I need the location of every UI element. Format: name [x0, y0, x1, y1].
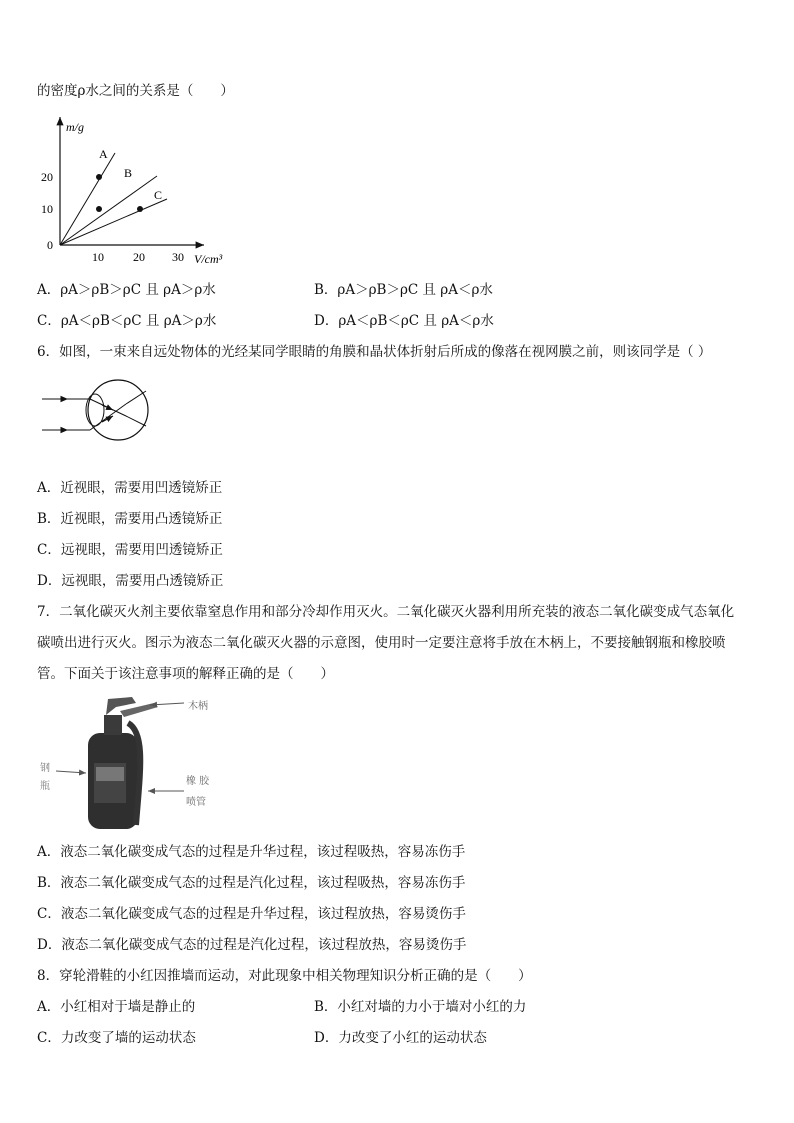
q6-option-d[interactable]: D．远视眼，需要用凸透镜矫正	[37, 573, 224, 589]
origin-label: 0	[47, 238, 53, 252]
line-label-a: A	[99, 147, 108, 161]
y-axis-label: m/g	[66, 120, 84, 134]
q7-stem-line1: 7．二氧化碳灭火剂主要依靠窒息作用和部分冷却作用灭火。二氧化碳灭火器利用所充装的液态二氧化碳变成气态氧化	[37, 604, 735, 620]
q6-stem: 6．如图，一束来自远处物体的光经某同学眼睛的角膜和晶状体折射后所成的像落在视网膜之前，则该同学是（ ）	[37, 344, 712, 360]
q7-option-a[interactable]: A．液态二氧化碳变成气态的过程是升华过程，该过程吸热，容易冻伤手	[37, 844, 466, 860]
line-c	[60, 199, 167, 245]
y-tick-20: 20	[41, 170, 53, 184]
q6-option-c[interactable]: C．远视眼，需要用凹透镜矫正	[37, 542, 223, 558]
cylinder-label-1: 钢	[40, 763, 50, 774]
fire-extinguisher-figure	[36, 693, 246, 835]
q7-option-b[interactable]: B．液态二氧化碳变成气态的过程是汽化过程，该过程吸热，容易冻伤手	[37, 875, 466, 891]
line-label-b: B	[124, 166, 133, 180]
point-c	[137, 206, 143, 212]
cylinder-label-2: 瓶	[40, 781, 50, 792]
q7-option-d[interactable]: D．液态二氧化碳变成气态的过程是汽化过程，该过程放热，容易烫伤手	[37, 937, 467, 953]
x-tick-10: 10	[92, 250, 104, 264]
q7-stem-line3: 管。下面关于该注意事项的解释正确的是（ ）	[37, 666, 334, 682]
mass-volume-graph	[36, 113, 236, 268]
eye-diagram	[38, 375, 150, 445]
x-axis-label: V/cm³	[194, 252, 223, 266]
x-tick-30: 30	[172, 250, 184, 264]
q8-option-d[interactable]: D．力改变了小红的运动状态	[314, 1030, 487, 1046]
q8-option-b[interactable]: B．小红对墙的力小于墙对小红的力	[314, 999, 527, 1015]
q5-option-d[interactable]: D．ρA＜ρB＜ρC 且 ρA＜ρ水	[314, 313, 494, 329]
q7-option-c[interactable]: C．液态二氧化碳变成气态的过程是升华过程，该过程放热，容易烫伤手	[37, 906, 466, 922]
q8-stem: 8．穿轮滑鞋的小红因推墙而运动，对此现象中相关物理知识分析正确的是（ ）	[37, 968, 532, 984]
q5-option-a[interactable]: A．ρA＞ρB＞ρC 且 ρA＞ρ水	[37, 282, 216, 298]
hose-label-2: 喷管	[186, 797, 206, 808]
y-tick-10: 10	[41, 202, 53, 216]
line-label-c: C	[154, 188, 163, 202]
q8-option-c[interactable]: C．力改变了墙的运动状态	[37, 1030, 196, 1046]
q5-option-c[interactable]: C．ρA＜ρB＜ρC 且 ρA＞ρ水	[37, 313, 217, 329]
q5-stem-tail: 的密度ρ水之间的关系是（ ）	[37, 83, 234, 99]
x-tick-20: 20	[133, 250, 145, 264]
hose-label-1: 橡 胶	[186, 776, 210, 787]
q7-stem-line2: 碳喷出进行灭火。图示为液态二氧化碳灭火器的示意图，使用时一定要注意将手放在木柄上，不要接触钢瓶和橡胶喷	[37, 635, 726, 651]
q6-option-b[interactable]: B．近视眼，需要用凸透镜矫正	[37, 511, 223, 527]
q5-option-b[interactable]: B．ρA＞ρB＞ρC 且 ρA＜ρ水	[314, 282, 493, 298]
q8-option-a[interactable]: A．小红相对于墙是静止的	[37, 999, 196, 1015]
line-a	[60, 153, 115, 245]
point-b	[96, 206, 102, 212]
q6-option-a[interactable]: A．近视眼，需要用凹透镜矫正	[37, 480, 223, 496]
handle-label: 木柄	[188, 701, 208, 712]
point-a	[96, 174, 102, 180]
